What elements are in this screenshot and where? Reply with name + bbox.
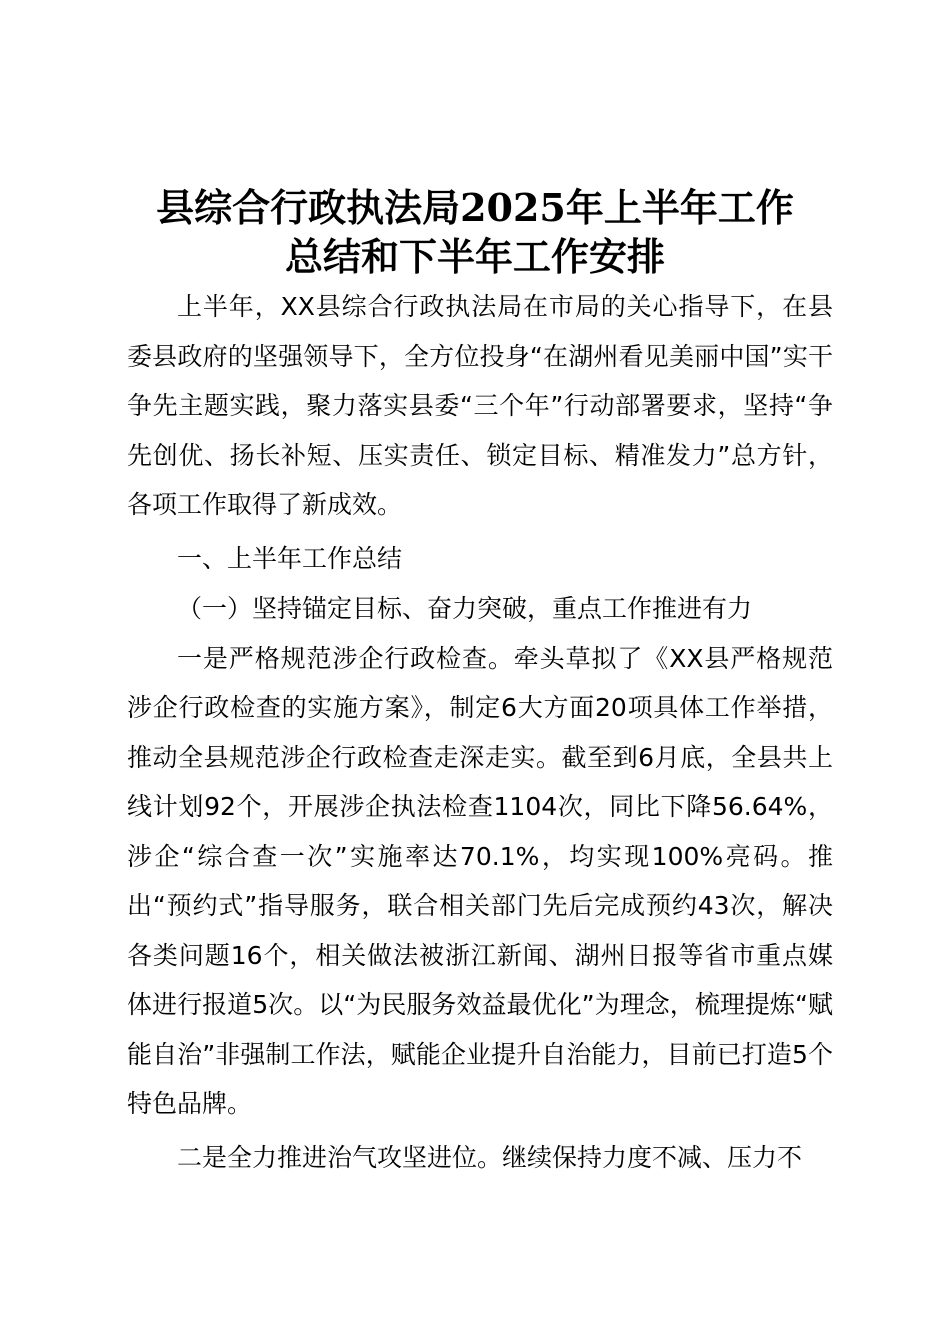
intro-paragraph: 上半年，XX县综合行政执法局在市局的关心指导下，在县委县政府的坚强领导下，全方位投身“在湖州看见美丽中国”实干争先主题实践，聚力落实县委“三个年”行动部署要求，坚持“争先创优、扬长补短、压实责任、锁定目标、精准发力”总方针，各项工作取得了新成效。 xyxy=(127,292,833,519)
document-title-line-2: 总结和下半年工作安排 xyxy=(284,234,665,279)
subsection-heading-key-work: （一）坚持锚定目标、奋力突破，重点工作推进有力 xyxy=(177,594,753,623)
paragraph-item-1: 一是严格规范涉企行政检查。牵头草拟了《XX县严格规范涉企行政检查的实施方案》，制定6大方面20项具体工作举措，推动全县规范涉企行政检查走深走实。截至到6月底，全县共上线计划92个，开展涉企执法检查1104次，同比下降56.64%，涉企“综合查一次”实施率达70.1%，均实现100%亮码。推出“预约式”指导服务，联合相关部门先后完成预约43次，解决各类问题16个，相关做法被浙江新闻、湖州日报等省市重点媒体进行报道5次。以“为民服务效益最优化”为理念，梳理提炼“赋能自治”非强制工作法，赋能企业提升自治能力，目前已打造5个特色品牌。 xyxy=(127,643,833,1118)
section-heading-first-half-summary: 一、上半年工作总结 xyxy=(177,543,403,573)
document-title-line-1: 县综合行政执法局2025年上半年工作 xyxy=(156,185,794,230)
document-body xyxy=(127,282,833,1182)
paragraph-item-2: 二是全力推进治气攻坚进位。继续保持力度不减、压力不 xyxy=(177,1142,803,1172)
